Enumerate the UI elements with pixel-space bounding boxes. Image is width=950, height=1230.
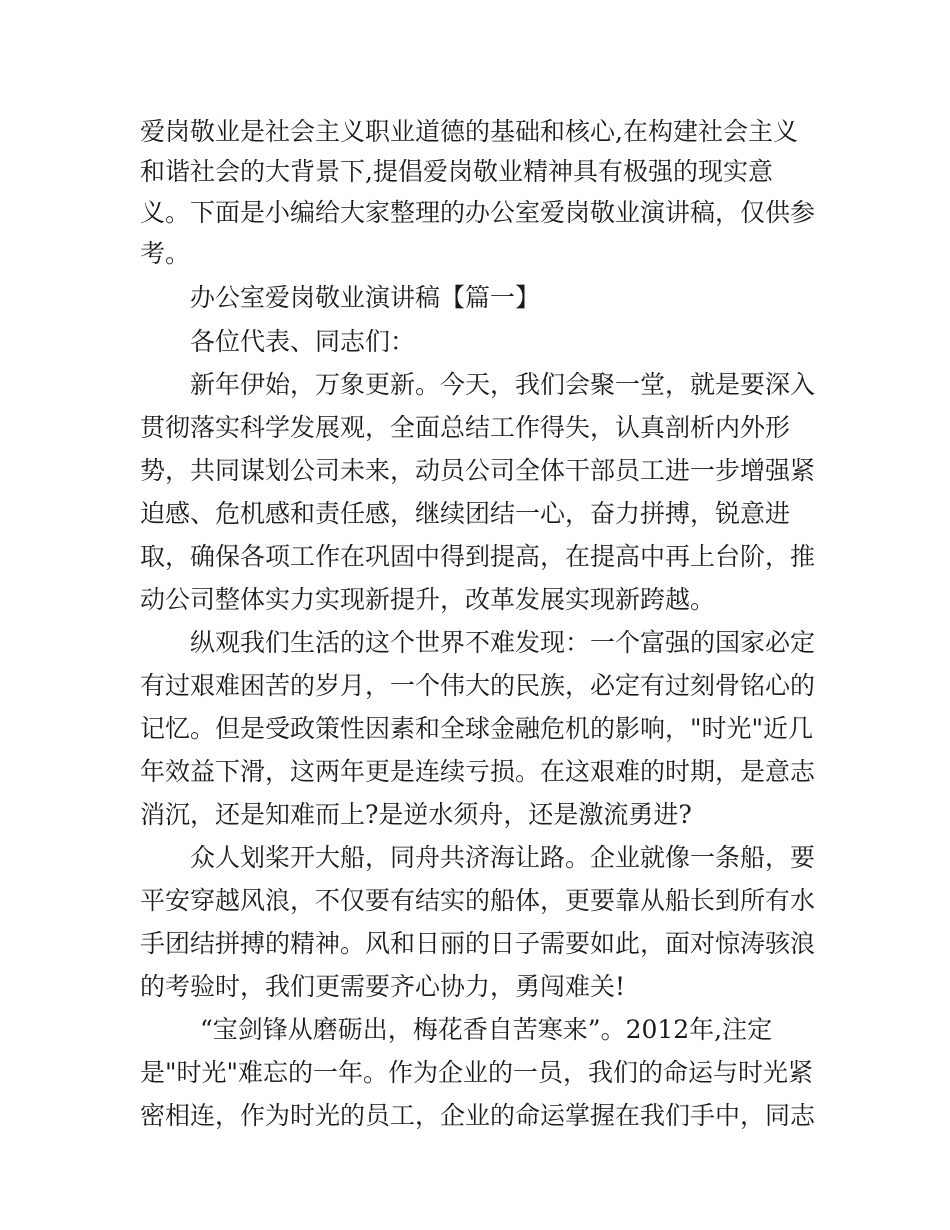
- paragraph-1-line-3: 势，共同谋划公司未来，动员公司全体干部员工进一步增强紧: [140, 456, 816, 485]
- paragraph-1-line-6: 动公司整体实力实现新提升，改革发展实现新跨越。: [140, 585, 716, 614]
- paragraph-2-line-2: 有过艰难困苦的岁月，一个伟大的民族，必定有过刻骨铭心的: [140, 671, 816, 700]
- paragraph-3-line-3: 手团结拼搏的精神。风和日丽的日子需要如此，面对惊涛骇浪: [140, 929, 816, 958]
- intro-line-1: 爱岗敬业是社会主义职业道德的基础和核心,在构建社会主义: [140, 117, 798, 146]
- paragraph-1-line-5: 取，确保各项工作在巩固中得到提高，在提高中再上台阶，推: [140, 542, 816, 571]
- paragraph-1-line-2: 贯彻落实科学发展观，全面总结工作得失，认真剖析内外形: [140, 413, 791, 442]
- salutation: 各位代表、同志们：: [190, 327, 416, 356]
- paragraph-2-line-3: 记忆。但是受政策性因素和全球金融危机的影响，"时光"近几: [140, 714, 814, 743]
- paragraph-1-line-1: 新年伊始，万象更新。今天，我们会聚一堂，就是要深入: [190, 370, 816, 399]
- intro-line-4: 考。: [140, 239, 191, 268]
- paragraph-3-line-1: 众人划桨开大船，同舟共济海让路。企业就像一条船，要: [190, 843, 816, 872]
- paragraph-2-line-1: 纵观我们生活的这个世界不难发现：一个富强的国家必定: [190, 628, 816, 657]
- intro-line-2: 和谐社会的大背景下,提倡爱岗敬业精神具有极强的现实意: [140, 157, 773, 186]
- section-heading: 办公室爱岗敬业演讲稿【篇一】: [190, 283, 541, 312]
- paragraph-4-line-2: 是"时光"难忘的一年。作为企业的一员，我们的命运与时光紧: [140, 1058, 814, 1087]
- paragraph-4-line-1: “宝剑锋从磨砺出，梅花香自苦寒来”。2012年,注定: [200, 1015, 773, 1044]
- paragraph-2-line-5: 消沉，还是知难而上?是逆水须舟，还是激流勇进?: [140, 800, 692, 829]
- intro-line-3: 义。下面是小编给大家整理的办公室爱岗敬业演讲稿，仅供参: [140, 198, 816, 227]
- paragraph-2-line-4: 年效益下滑，这两年更是连续亏损。在这艰难的时期，是意志: [140, 757, 816, 786]
- paragraph-3-line-2: 平安穿越风浪，不仅要有结实的船体，更要靠从船长到所有水: [140, 886, 816, 915]
- paragraph-3-line-4: 的考验时，我们更需要齐心协力，勇闯难关!: [140, 972, 626, 1001]
- paragraph-1-line-4: 迫感、危机感和责任感，继续团结一心，奋力拼搏，锐意进: [140, 499, 791, 528]
- paragraph-4-line-3: 密相连，作为时光的员工，企业的命运掌握在我们手中，同志: [140, 1101, 816, 1130]
